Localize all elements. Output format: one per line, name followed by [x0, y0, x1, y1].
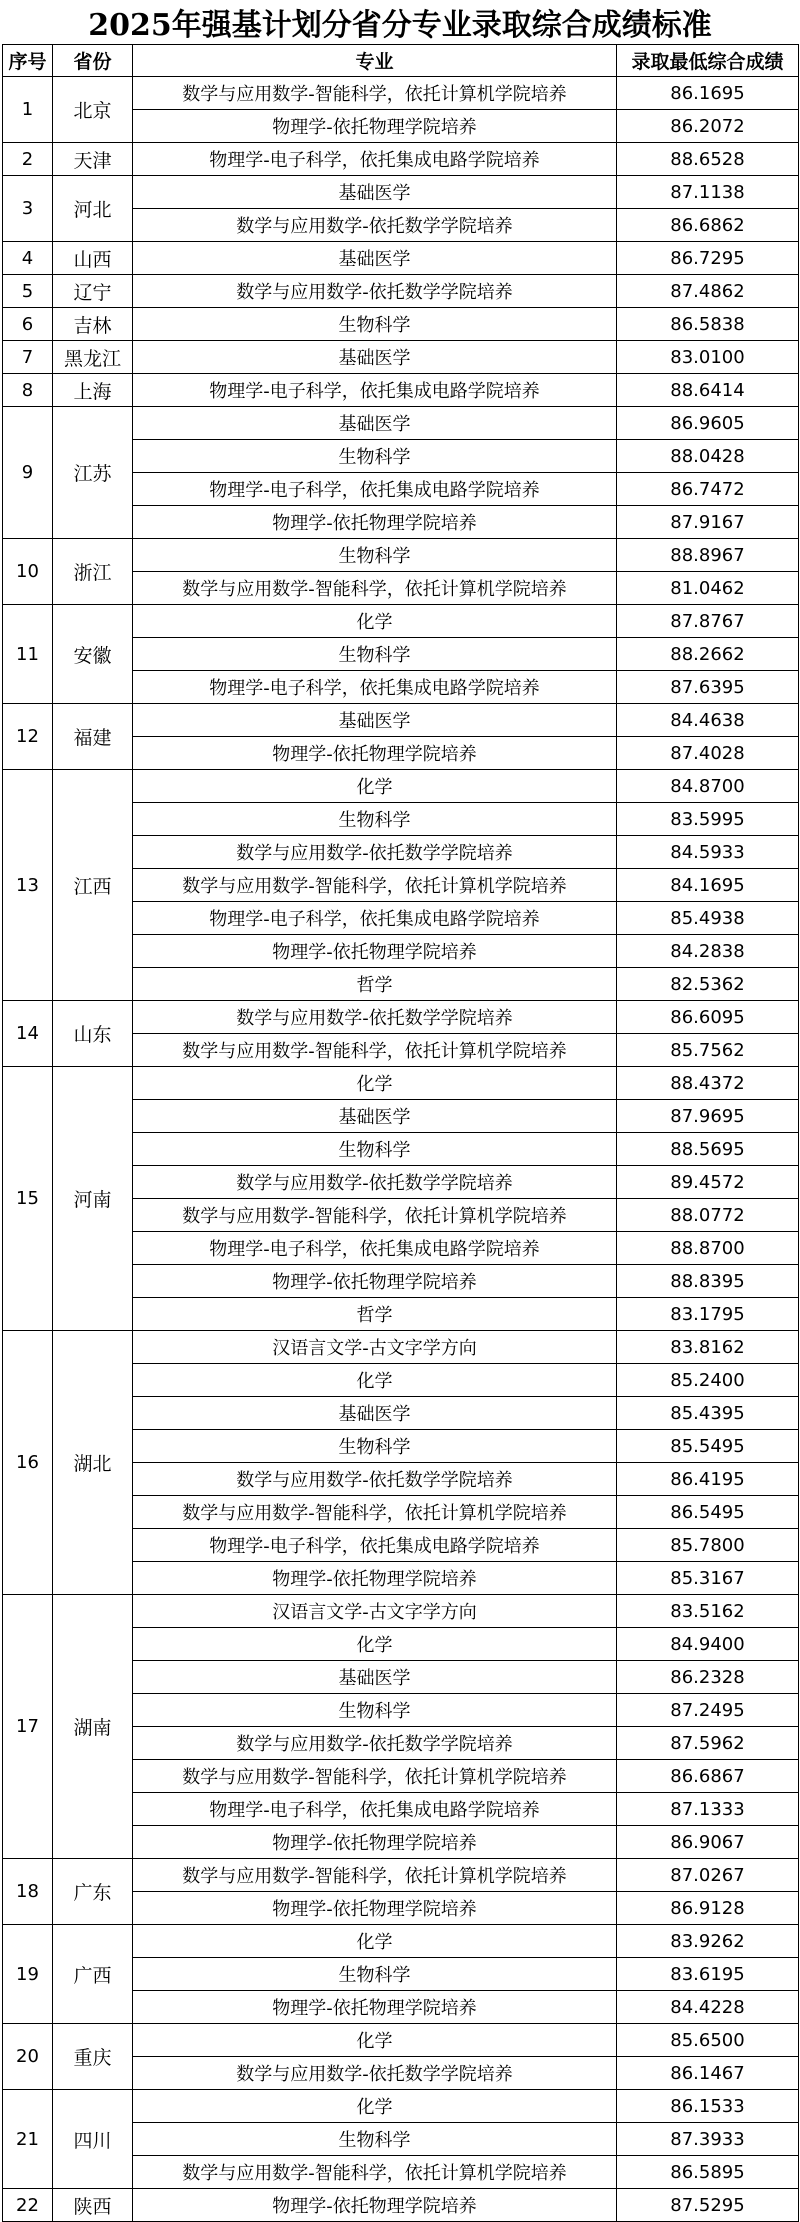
major-cell: 数学与应用数学-智能科学，依托计算机学院培养 — [133, 572, 617, 605]
province-cell: 天津 — [53, 143, 133, 176]
major-cell: 基础医学 — [133, 341, 617, 374]
province-cell: 黑龙江 — [53, 341, 133, 374]
major-cell: 物理学-依托物理学院培养 — [133, 1265, 617, 1298]
score-cell: 86.6095 — [617, 1001, 799, 1034]
row-index: 16 — [3, 1331, 53, 1595]
score-cell: 85.4395 — [617, 1397, 799, 1430]
table-row — [3, 1331, 799, 1364]
table-row — [3, 539, 799, 572]
header-major: 专业 — [133, 45, 617, 77]
province-cell: 福建 — [53, 704, 133, 770]
score-cell: 87.2495 — [617, 1694, 799, 1727]
major-cell: 生物科学 — [133, 539, 617, 572]
table-header-row — [3, 45, 799, 77]
table-row — [3, 2189, 799, 2222]
major-cell: 数学与应用数学-智能科学，依托计算机学院培养 — [133, 1496, 617, 1529]
major-cell: 生物科学 — [133, 638, 617, 671]
header-province: 省份 — [53, 45, 133, 77]
score-cell: 86.7472 — [617, 473, 799, 506]
score-cell: 88.2662 — [617, 638, 799, 671]
score-cell: 81.0462 — [617, 572, 799, 605]
major-cell: 化学 — [133, 2090, 617, 2123]
score-cell: 87.1333 — [617, 1793, 799, 1826]
province-cell: 河北 — [53, 176, 133, 242]
major-cell: 物理学-依托物理学院培养 — [133, 1991, 617, 2024]
major-cell: 数学与应用数学-依托数学学院培养 — [133, 209, 617, 242]
major-cell: 生物科学 — [133, 2123, 617, 2156]
major-cell: 数学与应用数学-智能科学，依托计算机学院培养 — [133, 869, 617, 902]
row-index: 20 — [3, 2024, 53, 2090]
major-cell: 化学 — [133, 770, 617, 803]
major-cell: 数学与应用数学-智能科学，依托计算机学院培养 — [133, 1859, 617, 1892]
row-index: 21 — [3, 2090, 53, 2189]
row-index: 12 — [3, 704, 53, 770]
province-cell: 湖南 — [53, 1595, 133, 1859]
table-row — [3, 143, 799, 176]
province-cell: 湖北 — [53, 1331, 133, 1595]
major-cell: 物理学-电子科学，依托集成电路学院培养 — [133, 374, 617, 407]
table-row — [3, 704, 799, 737]
province-cell: 浙江 — [53, 539, 133, 605]
major-cell: 基础医学 — [133, 407, 617, 440]
score-cell: 87.4862 — [617, 275, 799, 308]
province-cell: 广西 — [53, 1925, 133, 2024]
score-cell: 84.1695 — [617, 869, 799, 902]
score-cell: 89.4572 — [617, 1166, 799, 1199]
score-cell: 83.5995 — [617, 803, 799, 836]
row-index: 3 — [3, 176, 53, 242]
score-cell: 83.5162 — [617, 1595, 799, 1628]
major-cell: 物理学-电子科学，依托集成电路学院培养 — [133, 1793, 617, 1826]
row-index: 7 — [3, 341, 53, 374]
table-row — [3, 605, 799, 638]
score-cell: 87.1138 — [617, 176, 799, 209]
table-row — [3, 407, 799, 440]
score-cell: 86.5895 — [617, 2156, 799, 2189]
row-index: 11 — [3, 605, 53, 704]
table-row — [3, 308, 799, 341]
major-cell: 数学与应用数学-依托数学学院培养 — [133, 2057, 617, 2090]
score-cell: 85.2400 — [617, 1364, 799, 1397]
score-cell: 87.4028 — [617, 737, 799, 770]
major-cell: 化学 — [133, 1067, 617, 1100]
score-cell: 88.4372 — [617, 1067, 799, 1100]
row-index: 13 — [3, 770, 53, 1001]
major-cell: 生物科学 — [133, 1694, 617, 1727]
province-cell: 广东 — [53, 1859, 133, 1925]
province-cell: 江西 — [53, 770, 133, 1001]
row-index: 9 — [3, 407, 53, 539]
major-cell: 生物科学 — [133, 1133, 617, 1166]
score-cell: 86.6867 — [617, 1760, 799, 1793]
row-index: 2 — [3, 143, 53, 176]
score-cell: 87.9695 — [617, 1100, 799, 1133]
row-index: 19 — [3, 1925, 53, 2024]
score-cell: 87.3933 — [617, 2123, 799, 2156]
major-cell: 数学与应用数学-依托数学学院培养 — [133, 1463, 617, 1496]
table-row — [3, 77, 799, 110]
row-index: 4 — [3, 242, 53, 275]
major-cell: 哲学 — [133, 1298, 617, 1331]
major-cell: 物理学-电子科学，依托集成电路学院培养 — [133, 902, 617, 935]
score-cell: 88.8967 — [617, 539, 799, 572]
province-cell: 安徽 — [53, 605, 133, 704]
score-cell: 87.6395 — [617, 671, 799, 704]
province-cell: 山东 — [53, 1001, 133, 1067]
score-cell: 86.2072 — [617, 110, 799, 143]
score-cell: 85.4938 — [617, 902, 799, 935]
row-index: 8 — [3, 374, 53, 407]
score-cell: 86.2328 — [617, 1661, 799, 1694]
score-cell: 86.9605 — [617, 407, 799, 440]
major-cell: 物理学-依托物理学院培养 — [133, 1892, 617, 1925]
province-cell: 辽宁 — [53, 275, 133, 308]
major-cell: 数学与应用数学-智能科学，依托计算机学院培养 — [133, 1199, 617, 1232]
score-cell: 83.8162 — [617, 1331, 799, 1364]
row-index: 15 — [3, 1067, 53, 1331]
score-cell: 86.5838 — [617, 308, 799, 341]
major-cell: 物理学-电子科学，依托集成电路学院培养 — [133, 671, 617, 704]
table-row — [3, 176, 799, 209]
province-cell: 陕西 — [53, 2189, 133, 2222]
table-row — [3, 374, 799, 407]
row-index: 1 — [3, 77, 53, 143]
major-cell: 数学与应用数学-智能科学，依托计算机学院培养 — [133, 77, 617, 110]
table-row — [3, 242, 799, 275]
major-cell: 基础医学 — [133, 176, 617, 209]
row-index: 18 — [3, 1859, 53, 1925]
major-cell: 化学 — [133, 1925, 617, 1958]
major-cell: 数学与应用数学-依托数学学院培养 — [133, 1727, 617, 1760]
score-cell: 84.4228 — [617, 1991, 799, 2024]
row-index: 17 — [3, 1595, 53, 1859]
province-cell: 山西 — [53, 242, 133, 275]
table-row — [3, 341, 799, 374]
major-cell: 生物科学 — [133, 1430, 617, 1463]
header-min-score: 录取最低综合成绩 — [617, 45, 799, 77]
score-cell: 86.7295 — [617, 242, 799, 275]
major-cell: 数学与应用数学-智能科学，依托计算机学院培养 — [133, 1760, 617, 1793]
major-cell: 物理学-电子科学，依托集成电路学院培养 — [133, 1232, 617, 1265]
score-cell: 87.5962 — [617, 1727, 799, 1760]
major-cell: 数学与应用数学-智能科学，依托计算机学院培养 — [133, 1034, 617, 1067]
score-cell: 88.8700 — [617, 1232, 799, 1265]
score-cell: 88.8395 — [617, 1265, 799, 1298]
major-cell: 基础医学 — [133, 1661, 617, 1694]
province-cell: 四川 — [53, 2090, 133, 2189]
province-cell: 吉林 — [53, 308, 133, 341]
major-cell: 物理学-电子科学，依托集成电路学院培养 — [133, 1529, 617, 1562]
row-index: 6 — [3, 308, 53, 341]
major-cell: 物理学-电子科学，依托集成电路学院培养 — [133, 143, 617, 176]
table-row — [3, 1859, 799, 1892]
score-cell: 86.9128 — [617, 1892, 799, 1925]
score-cell: 85.7800 — [617, 1529, 799, 1562]
score-cell: 87.8767 — [617, 605, 799, 638]
score-cell: 86.5495 — [617, 1496, 799, 1529]
major-cell: 物理学-依托物理学院培养 — [133, 737, 617, 770]
score-cell: 87.9167 — [617, 506, 799, 539]
score-cell: 84.4638 — [617, 704, 799, 737]
major-cell: 数学与应用数学-依托数学学院培养 — [133, 1001, 617, 1034]
row-index: 14 — [3, 1001, 53, 1067]
score-cell: 88.5695 — [617, 1133, 799, 1166]
major-cell: 化学 — [133, 1364, 617, 1397]
province-cell: 江苏 — [53, 407, 133, 539]
major-cell: 物理学-电子科学，依托集成电路学院培养 — [133, 473, 617, 506]
score-cell: 88.0428 — [617, 440, 799, 473]
major-cell: 基础医学 — [133, 1100, 617, 1133]
score-cell: 82.5362 — [617, 968, 799, 1001]
score-cell: 87.5295 — [617, 2189, 799, 2222]
score-cell: 86.1467 — [617, 2057, 799, 2090]
major-cell: 汉语言文学-古文字学方向 — [133, 1595, 617, 1628]
table-row — [3, 1595, 799, 1628]
major-cell: 生物科学 — [133, 440, 617, 473]
major-cell: 化学 — [133, 2024, 617, 2057]
score-cell: 83.1795 — [617, 1298, 799, 1331]
score-cell: 84.5933 — [617, 836, 799, 869]
score-cell: 85.6500 — [617, 2024, 799, 2057]
admission-score-table — [2, 44, 799, 2222]
score-cell: 86.4195 — [617, 1463, 799, 1496]
major-cell: 基础医学 — [133, 242, 617, 275]
table-row — [3, 770, 799, 803]
score-cell: 88.0772 — [617, 1199, 799, 1232]
score-cell: 85.5495 — [617, 1430, 799, 1463]
province-cell: 上海 — [53, 374, 133, 407]
score-cell: 88.6414 — [617, 374, 799, 407]
major-cell: 数学与应用数学-依托数学学院培养 — [133, 1166, 617, 1199]
score-cell: 85.7562 — [617, 1034, 799, 1067]
major-cell: 物理学-依托物理学院培养 — [133, 1826, 617, 1859]
score-cell: 85.3167 — [617, 1562, 799, 1595]
major-cell: 物理学-依托物理学院培养 — [133, 1562, 617, 1595]
score-cell: 87.0267 — [617, 1859, 799, 1892]
table-row — [3, 2090, 799, 2123]
major-cell: 数学与应用数学-依托数学学院培养 — [133, 275, 617, 308]
row-index: 22 — [3, 2189, 53, 2222]
table-row — [3, 1067, 799, 1100]
score-cell: 86.1695 — [617, 77, 799, 110]
table-row — [3, 1001, 799, 1034]
score-cell: 84.8700 — [617, 770, 799, 803]
major-cell: 物理学-依托物理学院培养 — [133, 506, 617, 539]
page-title: 2025年强基计划分省分专业录取综合成绩标准 — [88, 8, 712, 43]
header-index: 序号 — [3, 45, 53, 77]
major-cell: 基础医学 — [133, 704, 617, 737]
province-cell: 河南 — [53, 1067, 133, 1331]
major-cell: 生物科学 — [133, 803, 617, 836]
score-cell: 84.2838 — [617, 935, 799, 968]
score-cell: 86.6862 — [617, 209, 799, 242]
score-cell: 83.9262 — [617, 1925, 799, 1958]
score-cell: 88.6528 — [617, 143, 799, 176]
major-cell: 数学与应用数学-智能科学，依托计算机学院培养 — [133, 2156, 617, 2189]
table-row — [3, 1925, 799, 1958]
major-cell: 生物科学 — [133, 308, 617, 341]
major-cell: 数学与应用数学-依托数学学院培养 — [133, 836, 617, 869]
major-cell: 化学 — [133, 1628, 617, 1661]
row-index: 5 — [3, 275, 53, 308]
major-cell: 基础医学 — [133, 1397, 617, 1430]
row-index: 10 — [3, 539, 53, 605]
score-cell: 83.6195 — [617, 1958, 799, 1991]
major-cell: 汉语言文学-古文字学方向 — [133, 1331, 617, 1364]
major-cell: 哲学 — [133, 968, 617, 1001]
score-cell: 86.9067 — [617, 1826, 799, 1859]
table-body — [3, 77, 799, 2222]
table-row — [3, 275, 799, 308]
province-cell: 重庆 — [53, 2024, 133, 2090]
major-cell: 生物科学 — [133, 1958, 617, 1991]
major-cell: 化学 — [133, 605, 617, 638]
table-row — [3, 2024, 799, 2057]
score-cell: 84.9400 — [617, 1628, 799, 1661]
major-cell: 物理学-依托物理学院培养 — [133, 935, 617, 968]
score-cell: 86.1533 — [617, 2090, 799, 2123]
major-cell: 物理学-依托物理学院培养 — [133, 110, 617, 143]
score-cell: 83.0100 — [617, 341, 799, 374]
major-cell: 物理学-依托物理学院培养 — [133, 2189, 617, 2222]
province-cell: 北京 — [53, 77, 133, 143]
